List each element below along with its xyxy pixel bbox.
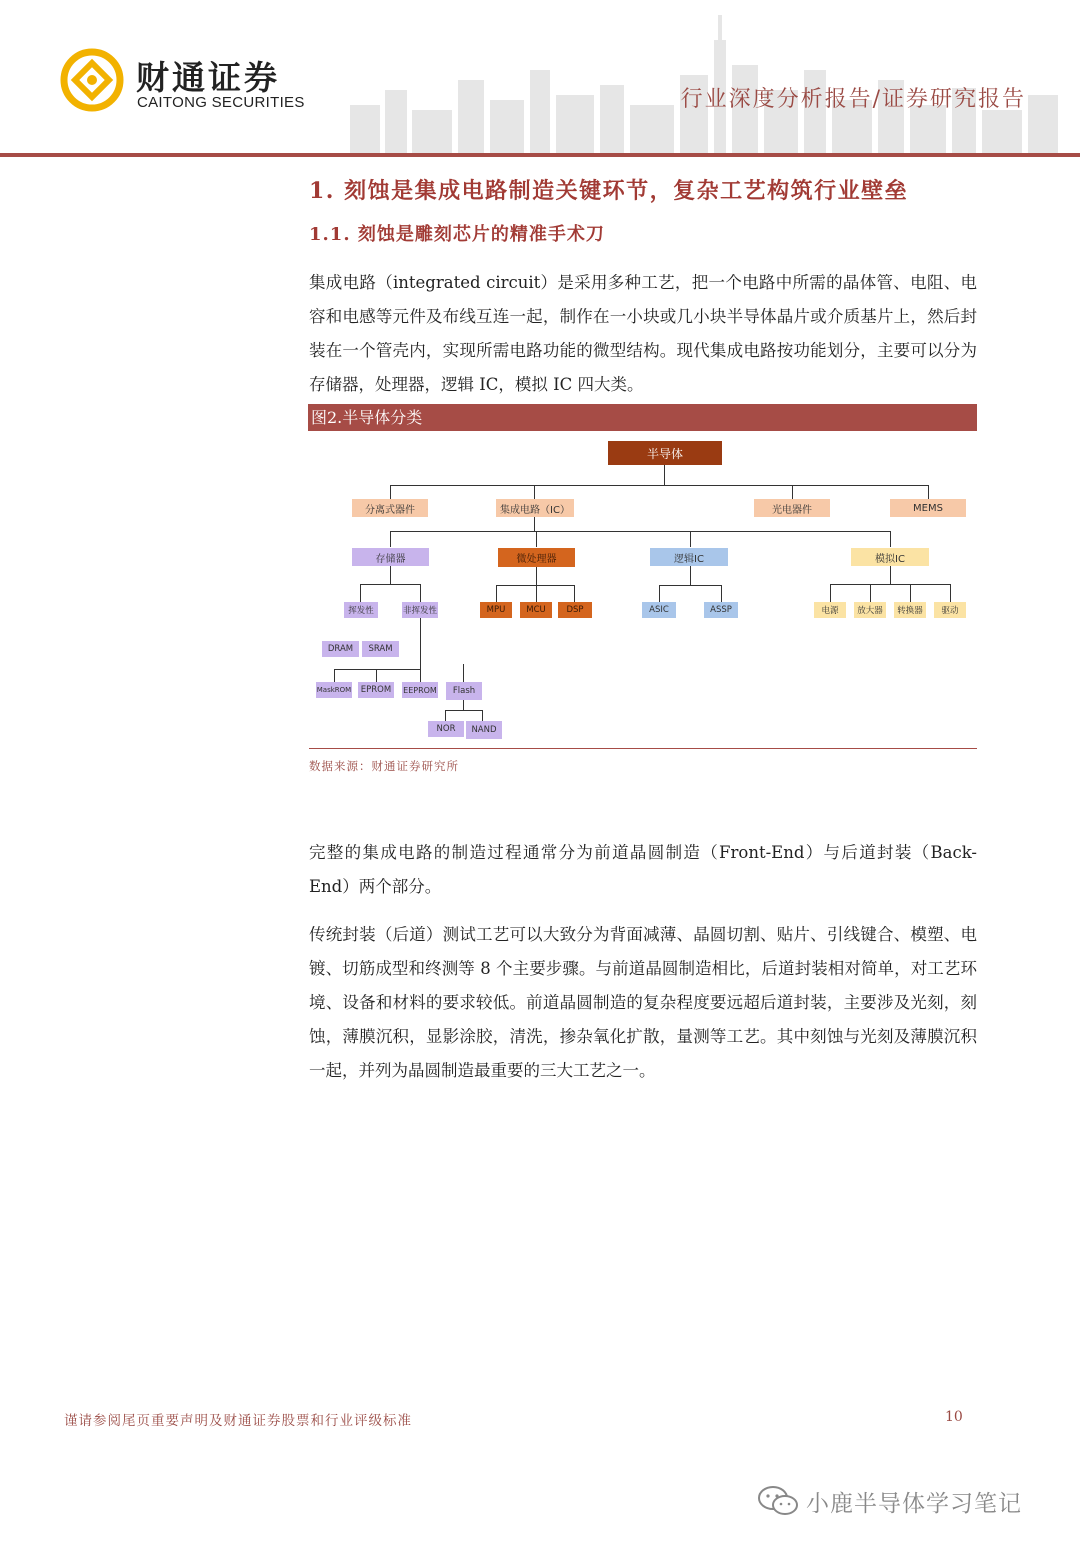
node-semiconductor: 半导体 (608, 441, 722, 465)
node-analog-ic: 模拟IC (851, 548, 929, 566)
connector (360, 584, 420, 585)
node-power: 电源 (814, 602, 846, 618)
subsection-heading: 1.1. 刻蚀是雕刻芯片的精准手术刀 (309, 224, 605, 245)
connector (390, 485, 929, 486)
connector (536, 585, 537, 602)
connector (390, 531, 391, 547)
footer-disclaimer: 谨请参阅尾页重要声明及财通证券股票和行业评级标准 (64, 1413, 412, 1429)
brand-name-en: CAITONG SECURITIES (137, 94, 305, 111)
connector (536, 531, 537, 547)
connector (360, 584, 361, 602)
connector (950, 584, 951, 602)
connector (870, 584, 871, 602)
connector (830, 584, 950, 585)
node-nor: NOR (428, 721, 464, 737)
connector (534, 517, 535, 531)
node-discrete-devices: 分离式器件 (352, 499, 428, 517)
connector (445, 710, 482, 711)
connector (496, 585, 497, 602)
node-mpu: MPU (480, 602, 512, 618)
connector (534, 485, 535, 499)
node-maskrom: MaskROM (316, 682, 352, 698)
connector (574, 585, 575, 602)
connector (910, 584, 911, 602)
connector (376, 669, 377, 682)
paragraph-ic-intro: 集成电路（integrated circuit）是采用多种工艺，把一个电路中所需的晶体管、电阻、电容和电感等元件及布线互连一起，制作在一小块或几小块半导体晶片或介质基片上，然后封装在一个管壳内，实现所需电路功能的微型结构。现代集成电路按功能划分，主要可以分为存储器，处理器，逻辑 IC，模拟 IC 四大类。 (309, 273, 977, 394)
header-divider (0, 153, 1080, 157)
connector (390, 485, 391, 499)
connector (659, 585, 721, 586)
semiconductor-tree-diagram (308, 432, 977, 748)
connector (890, 566, 891, 584)
connector (659, 585, 660, 602)
connector (496, 585, 574, 586)
connector (690, 531, 691, 547)
figure-source: 数据来源：财通证券研究所 (309, 759, 459, 773)
node-eeprom: EEPROM (402, 682, 438, 698)
paragraph-packaging-process: 传统封装（后道）测试工艺可以大致分为背面减薄、晶圆切割、贴片、引线键合、模塑、电镀、切筋成型和终测等 8 个主要步骤。与前道晶圆制造相比，后道封装相对简单，对工艺环境、设备和材料的要求较低。前道晶圆制造的复杂程度要远超后道封装，主要涉及光刻，刻蚀，薄膜沉积，显影涂胶，清洗，掺杂氧化扩散，量测等工艺。其中刻蚀与光刻及薄膜沉积一起，并列为晶圆制造最重要的三大工艺之一。 (309, 925, 977, 1080)
paragraph-front-back-end: 完整的集成电路的制造过程通常分为前道晶圆制造（Front-End）与后道封装（Back-End）两个部分。 (309, 843, 977, 896)
node-mems: MEMS (890, 499, 966, 517)
node-amplifier: 放大器 (854, 602, 886, 618)
connector (690, 566, 691, 585)
caitong-logo-icon (60, 48, 124, 112)
node-memory: 存储器 (352, 548, 429, 566)
node-dram: DRAM (322, 641, 359, 657)
report-type-label: 行业深度分析报告/证券研究报告 (680, 87, 1026, 112)
node-volatile: 挥发性 (344, 602, 378, 618)
node-eprom: EPROM (358, 682, 394, 698)
connector (445, 710, 446, 721)
connector (482, 710, 483, 721)
node-optoelectronic: 光电器件 (754, 499, 830, 517)
connector (928, 485, 929, 499)
page-header (0, 0, 1080, 158)
connector (463, 700, 464, 710)
node-asic: ASIC (642, 602, 676, 618)
connector (390, 566, 391, 584)
node-integrated-circuit: 集成电路（IC） (496, 499, 574, 517)
section-heading: 1. 刻蚀是集成电路制造关键环节，复杂工艺构筑行业壁垒 (309, 178, 909, 204)
connector (830, 584, 831, 602)
connector (420, 618, 421, 682)
node-sram: SRAM (362, 641, 399, 657)
watermark-text: 小鹿半导体学习笔记 (806, 1490, 1022, 1517)
node-nand: NAND (466, 721, 502, 739)
figure-title: 图2.半导体分类 (308, 404, 977, 431)
node-mcu: MCU (520, 602, 552, 618)
connector (390, 531, 891, 532)
figure-divider (309, 748, 977, 749)
wechat-icon (756, 1484, 800, 1518)
node-dsp: DSP (558, 602, 592, 618)
node-converter: 转换器 (894, 602, 926, 618)
connector (536, 567, 537, 585)
page-number: 10 (945, 1409, 963, 1425)
connector (721, 585, 722, 602)
node-flash: Flash (446, 682, 482, 700)
connector (792, 485, 793, 499)
node-logic-ic: 逻辑IC (650, 548, 728, 566)
node-nonvolatile: 非挥发性 (402, 602, 438, 618)
connector (420, 584, 421, 602)
node-microprocessor: 微处理器 (498, 548, 575, 567)
connector (463, 664, 464, 682)
connector (890, 531, 891, 547)
connector (334, 669, 420, 670)
watermark (756, 1484, 1022, 1518)
node-driver: 驱动 (934, 602, 966, 618)
connector (334, 669, 335, 682)
node-assp: ASSP (704, 602, 738, 618)
brand-name-cn: 财通证券 (136, 58, 280, 97)
connector (664, 465, 665, 485)
